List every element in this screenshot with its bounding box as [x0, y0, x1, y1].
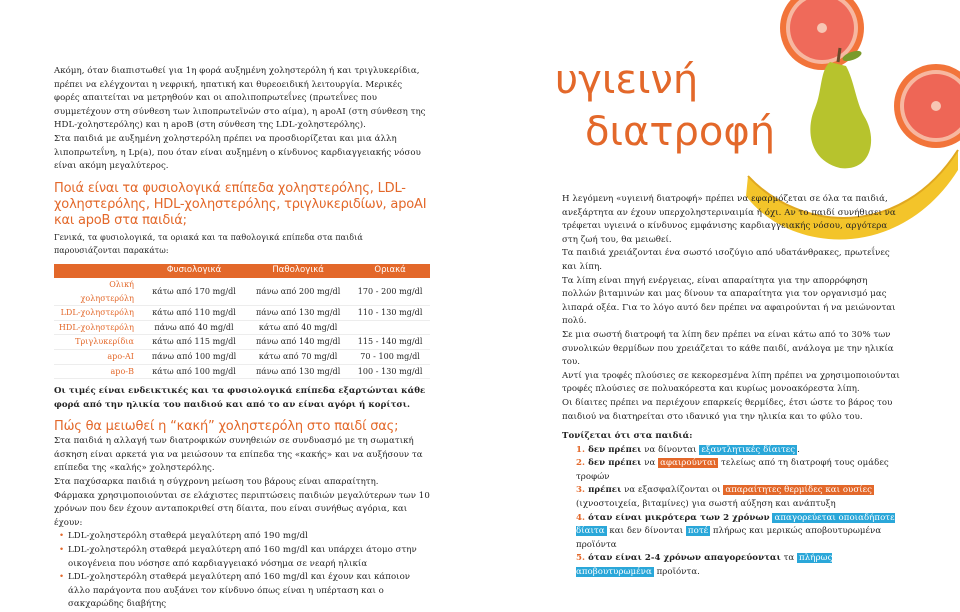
table-cell: κάτω από 40 mg/dl: [246, 320, 350, 335]
table-cell: κάτω από 110 mg/dl: [142, 306, 246, 321]
tip-text: προϊόντα.: [653, 567, 700, 578]
tip-text: .: [797, 444, 800, 455]
table-header-borderline: Οριακά: [350, 264, 430, 278]
paragraph-balance: Τα παιδιά χρειάζονται ένα σωστό ισοζύγιο από υδατάνθρακες, πρωτεΐνες και λίπη.: [562, 248, 890, 272]
table-cell: πάνω από 200 mg/dl: [246, 278, 350, 306]
tip-text: πλήρως και μερικώς αποβουτυρωμένα προϊόντα: [576, 526, 882, 550]
tip-highlight: απαγορεύεται οποιαδήποτε δίαιτα: [576, 512, 895, 537]
tips-list: [562, 444, 904, 580]
levels-table: [54, 264, 430, 379]
table-row: [54, 335, 430, 350]
table-cell: πάνω από 140 mg/dl: [246, 335, 350, 350]
table-header-blank: [54, 264, 142, 278]
table-cell-label: Ολική χοληστερόλη: [54, 278, 142, 306]
tip-item: [576, 512, 904, 553]
section-heading-reduce: Πώς θα μειωθεί η “κακή” χοληστερόλη στο παιδί σας;: [54, 419, 399, 435]
tip-highlight: εξαντλητικές δίαιτες: [701, 444, 796, 455]
tip-item: [576, 444, 904, 458]
paragraph-obese: Στα παχύσαρκα παιδιά η σύγχρονη μείωση του βάρους είναι απαραίτητη.: [54, 477, 379, 488]
table-cell: πάνω από 100 mg/dl: [142, 349, 246, 364]
paragraph-healthy-diet: Η λεγόμενη «υγιεινή διατροφή» πρέπει να εφαρμόζεται σε όλα τα παιδιά, ανεξάρτητα αν έχουν υπερχοληστεριναιμία ή όχι. Αν το παιδί συνήθισει να τρέφεται υγιεινά ο κίνδυνος εμφάνισης καρδιαγγειακής νόσου, αργότερα στη ζωή του, θα μειωθεί.: [562, 194, 896, 245]
table-row: [54, 349, 430, 364]
table-cell: κάτω από 115 mg/dl: [142, 335, 246, 350]
paragraph-calories: Οι δίαιτες πρέπει να περιέχουν επαρκείς θερμίδες, έτσι ώστε το βάρος του παιδιού να διατηρείται στο ιδανικό για την ηλικία και το φύλο του.: [562, 397, 893, 422]
right-column: [562, 193, 904, 580]
title-line-1: υγιεινή: [555, 57, 699, 103]
list-item: • LDL-χοληστερόλη σταθερά μεγαλύτερη από 160 mg/dl και έχουν και κάποιον άλλο παράγοντα που αυξάνει τον κίνδυνο όπως είναι η υπέρταση και ο σακχαρώδης διαβήτης: [68, 571, 430, 612]
title-line-2: διατροφή: [585, 109, 776, 155]
page-title: [555, 58, 775, 154]
tip-text: τα: [780, 553, 798, 564]
tip-highlight: ποτέ: [687, 526, 709, 537]
tip-highlight: πλήρως αποβουτυρωμένα: [576, 553, 833, 578]
list-item: • LDL-χοληστερόλη σταθερά μεγαλύτερη από 190 mg/dl: [68, 530, 430, 544]
table-cell-label: apo-B: [54, 364, 142, 379]
tip-text: να εξασφαλίζονται οι: [621, 485, 724, 496]
tip-number: 4.: [576, 512, 586, 523]
tip-highlight: απαραίτητες θερμίδες και ουσίες: [725, 485, 873, 496]
table-cell: κάτω από 100 mg/dl: [142, 364, 246, 379]
table-intro: Γενικά, τα φυσιολογικά, τα οριακά και τα παθολογικά επίπεδα στα παιδιά παρουσιάζονται παρακάτω:: [54, 232, 363, 256]
section-heading-levels: Ποιά είναι τα φυσιολογικά επίπεδα χοληστερόλης, LDL-χοληστερόλης, HDL-χοληστερόλης, τριγλυκεριδίων, apoAI και apoB στα παιδιά;: [54, 180, 427, 228]
table-cell: πάνω από 130 mg/dl: [246, 364, 350, 379]
table-cell: [350, 320, 430, 335]
table-cell: 100 - 130 mg/dl: [350, 364, 430, 379]
table-cell: πάνω από 40 mg/dl: [142, 320, 246, 335]
table-cell-label: Τριγλυκερίδια: [54, 335, 142, 350]
tip-lead: δεν πρέπει: [588, 444, 642, 455]
tip-number: 2.: [576, 458, 586, 469]
table-header-normal: Φυσιολογικά: [142, 264, 246, 278]
grapefruit-right-icon: [894, 64, 960, 148]
table-cell-label: LDL-χοληστερόλη: [54, 306, 142, 321]
intro-paragraph-2: Στα παιδιά με αυξημένη χοληστερόλη πρέπει να προσδιορίζεται και μια άλλη λιποπρωτεΐνη, η Lp(a), που όταν είναι αυξημένη ο κίνδυνος καρδιαγγειακής νόσου είναι ακόμη μεγαλύτερος.: [54, 133, 421, 172]
paragraph-diet-exercise: Στα παιδιά η αλλαγή των διατροφικών συνηθειών σε συνδυασμό με τη σωματική άσκηση είναι αρκετά για να μειώσουν τα επίπεδα της «κακής» και να αυξήσουν τα επίπεδα της «καλής» χοληστερόλης.: [54, 436, 423, 474]
table-cell: 70 - 100 mg/dl: [350, 349, 430, 364]
intro-paragraph-1: Ακόμη, όταν διαπιστωθεί για 1η φορά αυξημένη χοληστερόλη ή και τριγλυκερίδια, πρέπει να ελέγχονται η νεφρική, ηπατική και θυρεοειδική λειτουργία. Μερικές φορές απαιτείται να μετρηθούν και οι απολιποπρωτεΐνες (πρωτεΐνες που συμμετέχουν στη σύνθεση των λιποπρωτεϊνών στο αίμα), η apoAI (στη σύνθεση της HDL-χοληστερόλης) και η apoB (στη σύνθεση της LDL-χοληστερόλης).: [54, 66, 426, 131]
tip-text: (ιχνοστοιχεία, βιταμίνες) για σωστή αύξηση και ανάπτυξη: [576, 499, 836, 510]
tip-lead: πρέπει: [588, 485, 622, 496]
drug-criteria-list: [54, 530, 430, 612]
table-cell: κάτω από 70 mg/dl: [246, 349, 350, 364]
tip-lead: όταν είναι 2-4 χρόνων απαγορεύονται: [588, 553, 781, 564]
tip-number: 5.: [576, 553, 586, 564]
paragraph-drugs: Φάρμακα χρησιμοποιούνται σε ελάχιστες περιπτώσεις παιδιών μεγαλύτερων των 10 χρόνων που δεν έχουν ανταποκριθεί στη δίαιτα, που είναι συνήθως αγόρια, και έχουν:: [54, 490, 430, 528]
tip-item: [576, 484, 904, 511]
tip-item: [576, 457, 904, 484]
table-header-pathological: Παθολογικά: [246, 264, 350, 278]
paragraph-fats: Τα λίπη είναι πηγή ενέργειας, είναι απαραίτητα για την απορρόφηση πολλών βιταμινών και μας δίνουν τα απαραίτητα για τον οργανισμό μας λιπαρά οξέα. Για το λόγο αυτό δεν πρέπει να αφαιρούνται ή να μειώνονται πολύ.: [562, 275, 896, 327]
table-cell: κάτω από 170 mg/dl: [142, 278, 246, 306]
tips-title: Τονίζεται ότι στα παιδιά:: [562, 431, 693, 442]
tip-number: 3.: [576, 485, 586, 496]
tip-text: να: [641, 458, 659, 469]
table-cell: 110 - 130 mg/dl: [350, 306, 430, 321]
paragraph-fat-types: Αντί για τροφές πλούσιες σε κεκορεσμένα λίπη πρέπει να χρησιμοποιούνται τροφές πλούσιες σε πολυακόρεστα και κυρίως μονοακόρεστα λίπη.: [562, 370, 900, 395]
table-cell-label: HDL-χοληστερόλη: [54, 320, 142, 335]
tip-lead: δεν πρέπει: [588, 458, 642, 469]
tip-text: και δεν δίνονται: [606, 526, 686, 537]
paragraph-fat-percent: Σε μια σωστή διατροφή τα λίπη δεν πρέπει να είναι κάτω από το 30% των συνολικών θερμίδων που χρειάζεται το κάθε παιδί, ανάλογα με την ηλικία του.: [562, 329, 894, 368]
table-header-row: [54, 264, 430, 278]
table-row: [54, 320, 430, 335]
table-cell-label: apo-AI: [54, 349, 142, 364]
tip-number: 1.: [576, 444, 586, 455]
table-cell: πάνω από 130 mg/dl: [246, 306, 350, 321]
tip-highlight: αφαιρούνται: [660, 458, 717, 469]
tip-text: τελείως από τη διατροφή τους ομάδες τροφών: [576, 458, 889, 482]
list-item: • LDL-χοληστερόλη σταθερά μεγαλύτερη από 160 mg/dl και υπάρχει άτομο στην οικογένεια που νόσησε από καρδιαγγειακό νόσημα σε νεαρή ηλικία: [68, 544, 430, 571]
table-row: [54, 278, 430, 306]
table-row: [54, 364, 430, 379]
tip-item: [576, 552, 904, 579]
left-column: [54, 65, 430, 612]
table-row: [54, 306, 430, 321]
tip-lead: όταν είναι μικρότερα των 2 χρόνων: [588, 512, 770, 523]
tip-text: να δίνονται: [641, 444, 700, 455]
table-cell: 170 - 200 mg/dl: [350, 278, 430, 306]
table-cell: 115 - 140 mg/dl: [350, 335, 430, 350]
table-note: Οι τιμές είναι ενδεικτικές και τα φυσιολογικά επίπεδα εξαρτώνται κάθε φορά από την ηλικία του παιδιού και από το αν είναι αγόρι ή κορίτσι.: [54, 386, 426, 410]
